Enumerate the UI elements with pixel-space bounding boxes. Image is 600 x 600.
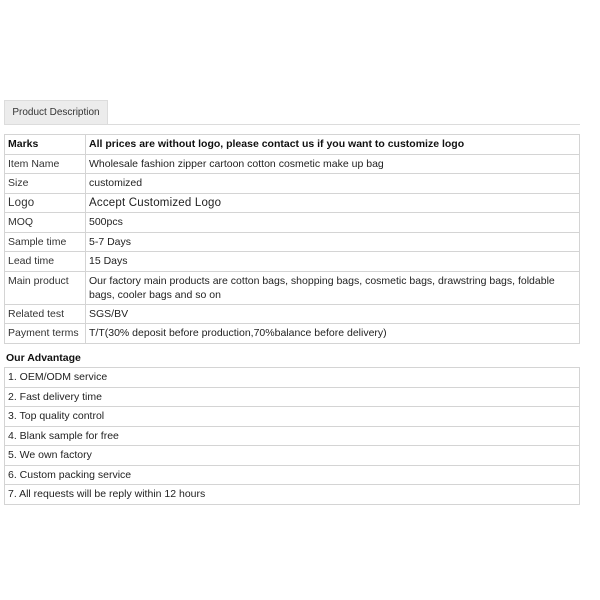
spec-label: Related test — [5, 304, 86, 324]
spec-label: Size — [5, 174, 86, 194]
spec-label: Sample time — [5, 232, 86, 252]
advantage-item: 3. Top quality control — [5, 407, 580, 427]
spec-label: Item Name — [5, 154, 86, 174]
spec-value: Wholesale fashion zipper cartoon cotton cosmetic make up bag — [86, 154, 580, 174]
table-row — [5, 213, 580, 233]
table-row — [5, 368, 580, 388]
table-row — [5, 407, 580, 427]
spec-value: Our factory main products are cotton bags, shopping bags, cosmetic bags, drawstring bags, foldable bags, cooler bags and so on — [86, 271, 580, 304]
advantage-item: 4. Blank sample for free — [5, 426, 580, 446]
spec-label: Marks — [5, 135, 86, 155]
spec-label: Main product — [5, 271, 86, 304]
tab-product-description[interactable]: Product Description — [4, 100, 108, 124]
spec-value: SGS/BV — [86, 304, 580, 324]
spec-label: Lead time — [5, 252, 86, 272]
spec-value: 500pcs — [86, 213, 580, 233]
table-row — [5, 174, 580, 194]
spec-value: Accept Customized Logo — [86, 193, 580, 213]
table-row — [5, 232, 580, 252]
advantage-item: 2. Fast delivery time — [5, 387, 580, 407]
advantage-item: 6. Custom packing service — [5, 465, 580, 485]
table-row — [5, 135, 580, 155]
advantage-title: Our Advantage — [6, 352, 81, 364]
spec-label: Logo — [5, 193, 86, 213]
spec-table — [4, 134, 580, 344]
advantage-table — [4, 367, 580, 505]
table-row — [5, 465, 580, 485]
advantage-item: 1. OEM/ODM service — [5, 368, 580, 388]
table-row — [5, 324, 580, 344]
advantage-item: 5. We own factory — [5, 446, 580, 466]
tab-divider — [4, 124, 580, 125]
spec-value: customized — [86, 174, 580, 194]
advantage-item: 7. All requests will be reply within 12 hours — [5, 485, 580, 505]
spec-value: All prices are without logo, please contact us if you want to customize logo — [86, 135, 580, 155]
table-row — [5, 446, 580, 466]
table-row — [5, 271, 580, 304]
spec-label: MOQ — [5, 213, 86, 233]
table-row — [5, 387, 580, 407]
spec-value: 15 Days — [86, 252, 580, 272]
table-row — [5, 426, 580, 446]
spec-label: Payment terms — [5, 324, 86, 344]
table-row — [5, 304, 580, 324]
table-row — [5, 154, 580, 174]
table-row — [5, 485, 580, 505]
spec-value: T/T(30% deposit before production,70%balance before delivery) — [86, 324, 580, 344]
table-row — [5, 193, 580, 213]
spec-value: 5-7 Days — [86, 232, 580, 252]
table-row — [5, 252, 580, 272]
